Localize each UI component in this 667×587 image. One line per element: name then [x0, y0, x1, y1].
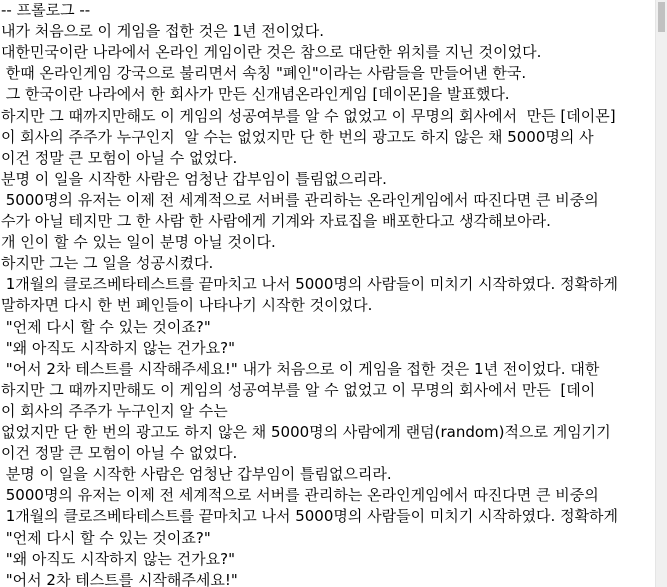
text-line: 하지만 그 때까지만해도 이 게임의 성공여부를 알 수 없었고 이 무명의 회사에서 만든 [데이몬]	[1, 106, 616, 125]
text-line: 이건 정말 큰 모험이 아닐 수 없었다.	[1, 444, 238, 463]
text-line: 대한민국이란 나라에서 온라인 게임이란 것은 참으로 대단한 위치를 지닌 것이었다.	[1, 43, 542, 62]
text-line: 하지만 그 때까지만해도 이 게임의 성공여부를 알 수 없었고 이 무명의 회사에서 만든 [데이	[1, 380, 596, 399]
scrollbar-thumb[interactable]	[658, 2, 665, 32]
text-line: 수가 아닐 테지만 그 한 사람 한 사람에게 기계와 자료집을 배포한다고 생각해보아라.	[1, 212, 551, 230]
text-line: "왜 아직도 시작하지 않는 건가요?"	[1, 549, 235, 568]
text-line: "언제 다시 할 수 있는 것이죠?"	[1, 317, 211, 336]
text-line: 그 한국이란 나라에서 한 회사가 만든 신개념온라인게임 [데이몬]을 발표했다.	[1, 85, 510, 104]
text-line: 5000명의 유저는 이제 전 세계적으로 서버를 관리하는 온라인게임에서 따진다면 큰 비중의	[1, 486, 599, 505]
text-line: 말하자면 다시 한 번 폐인들이 나타나기 시작한 것이었다.	[1, 296, 373, 315]
text-line: 개 인이 할 수 있는 일이 분명 아닐 것이다.	[1, 233, 276, 252]
text-line: 이 회사의 주주가 누구인지 알 수는 없었지만 단 한 번의 광고도 하지 않은 채 5000명의 사	[1, 127, 594, 146]
text-line: 이건 정말 큰 모험이 아닐 수 없었다.	[1, 148, 238, 167]
text-line: "어서 2차 테스트를 시작해주세요!"	[1, 570, 238, 587]
text-line: "어서 2차 테스트를 시작해주세요!" 내가 처음으로 이 게임을 접한 것은 1년 전이었다. 대한	[1, 359, 600, 378]
text-line: 5000명의 유저는 이제 전 세계적으로 서버를 관리하는 온라인게임에서 따진다면 큰 비중의	[1, 190, 599, 209]
text-line: 한때 온라인게임 강국으로 불리면서 속칭 "폐인"이라는 사람들을 만들어낸 한국.	[1, 64, 527, 83]
text-line: "왜 아직도 시작하지 않는 건가요?"	[1, 338, 235, 357]
text-line: 내가 처음으로 이 게임을 접한 것은 1년 전이었다.	[1, 22, 324, 41]
text-line: 1개월의 클로즈베타테스트를 끝마치고 나서 5000명의 사람들이 미치기 시작하였다. 정확하게	[1, 275, 619, 294]
text-line: 분명 이 일을 시작한 사람은 엄청난 갑부임이 틀림없으리라.	[1, 169, 387, 188]
text-line: -- 프롤로그 --	[1, 1, 91, 19]
text-line: 이 회사의 주주가 누구인지 알 수는	[1, 401, 228, 420]
text-line: 1개월의 클로즈베타테스트를 끝마치고 나서 5000명의 사람들이 미치기 시작하였다. 정확하게	[1, 507, 619, 526]
text-line: "언제 다시 할 수 있는 것이죠?"	[1, 528, 211, 547]
text-line: 없었지만 단 한 번의 광고도 하지 않은 채 5000명의 사람에게 랜덤(random)적으로 게임기기	[1, 423, 611, 441]
vertical-scrollbar[interactable]	[655, 0, 667, 587]
text-line: 분명 이 일을 시작한 사람은 엄청난 갑부임이 틀림없으리라.	[1, 465, 392, 484]
text-line: 하지만 그는 그 일을 성공시켰다.	[1, 254, 214, 273]
